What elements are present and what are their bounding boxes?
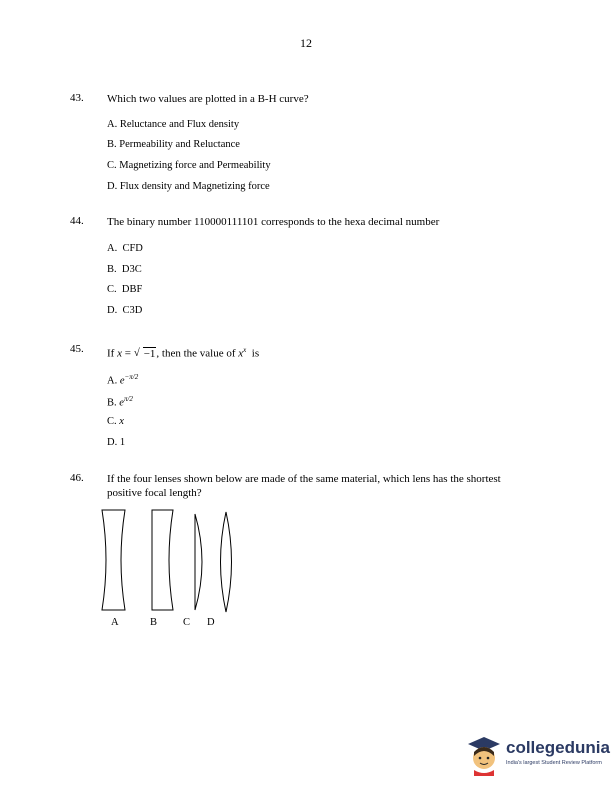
question-43-option-a: A. Reluctance and Flux density bbox=[107, 119, 240, 130]
q45-power-base: x bbox=[238, 347, 244, 360]
lens-label-d: D bbox=[207, 617, 215, 628]
q45-var: x bbox=[117, 347, 122, 360]
question-44-number: 44. bbox=[70, 215, 84, 227]
question-46-text bbox=[107, 472, 547, 500]
page-number: 12 bbox=[300, 36, 312, 50]
question-46-number: 46. bbox=[70, 472, 84, 484]
q46-line1: If the four lenses shown below are made of the same material, which lens has the shortest bbox=[107, 473, 501, 485]
question-44-option-a: A. CFD bbox=[107, 243, 143, 254]
q45-radicand: −1 bbox=[143, 347, 156, 360]
q45-suffix: is bbox=[251, 347, 260, 360]
logo-name: collegedunia bbox=[506, 738, 610, 757]
lens-a bbox=[102, 510, 125, 610]
lens-label-a: A bbox=[111, 617, 119, 628]
q45-a-exp: −π/2 bbox=[124, 373, 139, 381]
question-44-option-c: C. DBF bbox=[107, 284, 143, 295]
q45-sqrt bbox=[134, 347, 157, 361]
q45-a-base: e bbox=[119, 375, 125, 387]
q45-d-label: D. bbox=[107, 437, 118, 448]
q45-a-label: A. bbox=[107, 375, 118, 387]
q45-mid: , then the value of bbox=[156, 347, 236, 360]
question-45-text bbox=[107, 343, 547, 361]
question-43-option-c: C. Magnetizing force and Permeability bbox=[107, 160, 271, 171]
q45-c-base: x bbox=[119, 416, 124, 427]
lens-b bbox=[152, 510, 173, 610]
q45-eq: = bbox=[124, 347, 131, 360]
question-44-option-b: B. D3C bbox=[107, 264, 142, 275]
q45-c-label: C. bbox=[107, 416, 117, 427]
question-45-option-c bbox=[107, 416, 124, 427]
q46-line2: positive focal length? bbox=[107, 487, 202, 499]
q45-b-label: B. bbox=[107, 397, 117, 409]
lens-diagram bbox=[95, 508, 245, 614]
q45-d-base: 1 bbox=[119, 437, 126, 448]
q45-prefix: If bbox=[107, 347, 115, 360]
lens-label-c: C bbox=[183, 617, 191, 628]
q45-power-exp: x bbox=[243, 346, 247, 354]
question-45-option-d bbox=[107, 437, 125, 448]
q45-b-exp: π/2 bbox=[123, 395, 133, 403]
logo-tagline: India's largest Student Review Platform bbox=[506, 760, 602, 766]
question-43-option-b: B. Permeability and Reluctance bbox=[107, 139, 240, 150]
lens-label-b: B bbox=[150, 617, 158, 628]
question-43-option-d: D. Flux density and Magnetizing force bbox=[107, 181, 270, 192]
question-45-number: 45. bbox=[70, 343, 84, 355]
question-44-text: The binary number 110000111101 corresponds to the hexa decimal number bbox=[107, 216, 440, 228]
question-43-text: Which two values are plotted in a B-H curve? bbox=[107, 93, 309, 105]
lens-c bbox=[195, 514, 202, 610]
question-43-number: 43. bbox=[70, 92, 84, 104]
question-44-option-d: D. C3D bbox=[107, 305, 143, 316]
question-45-option-a bbox=[107, 373, 138, 387]
lens-d bbox=[221, 512, 232, 612]
collegedunia-logo-icon bbox=[464, 734, 504, 776]
q45-b-base: e bbox=[119, 397, 124, 409]
question-45-option-b bbox=[107, 395, 133, 409]
